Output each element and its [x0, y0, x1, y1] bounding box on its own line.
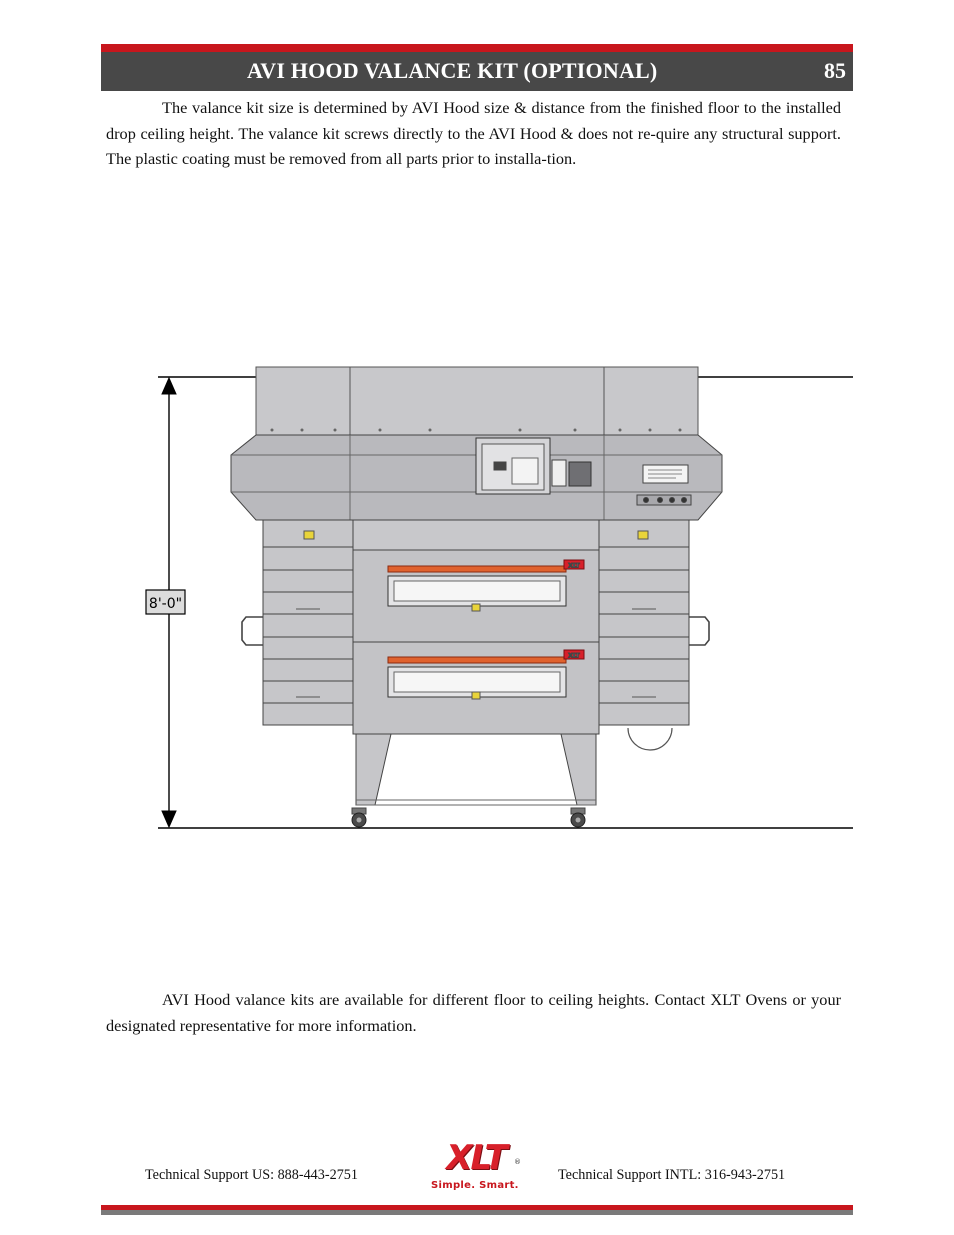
warning-icon: [472, 692, 480, 699]
dimension-arrow-down-icon: [162, 811, 176, 827]
warning-icon: [638, 531, 648, 539]
footer-red-line: [101, 1205, 853, 1210]
warning-icon: [304, 531, 314, 539]
oven-stand: [352, 734, 596, 827]
warning-icon: [472, 604, 480, 611]
page-title: AVI HOOD VALANCE KIT (OPTIONAL): [247, 58, 658, 83]
availability-paragraph: AVI Hood valance kits are available for different floor to ceiling heights. Contact XLT Ovens or your designated representative for more information.: [106, 990, 841, 1035]
oven-stack: [353, 520, 599, 734]
avi-hood: [231, 435, 722, 520]
support-us-phone: Technical Support US: 888-443-2751: [145, 1167, 358, 1183]
page-number: 85: [824, 58, 846, 83]
right-caster-icon: [571, 808, 585, 827]
footer-bar: [101, 1205, 853, 1215]
logo-tagline: Simple. Smart.: [431, 1180, 519, 1191]
valance-panels: [256, 367, 698, 435]
support-intl-phone: Technical Support INTL: 316-943-2751: [558, 1167, 786, 1183]
xlt-logo: XLT: [446, 1138, 506, 1178]
intro-paragraph: The valance kit size is determined by AVI Hood size & distance from the finished floor to the installed drop ceiling height. The valance kit screws directly to the AVI Hood & does not re-quire any structural support. The plastic coating must be removed from all parts prior to installa-tion.: [106, 98, 841, 168]
right-cabinet: [599, 520, 709, 750]
left-handle: [242, 617, 263, 645]
left-cabinet: [242, 520, 353, 725]
dimension-label-box: [146, 590, 185, 614]
oven-top-badge: XLT: [568, 562, 580, 570]
dimension-label: 8'-0": [148, 596, 183, 612]
logo-registered-mark: ®: [514, 1158, 521, 1166]
dimension-arrow-up-icon: [162, 378, 176, 394]
oven-bottom-badge: XLT: [568, 652, 580, 660]
left-caster-icon: [352, 808, 366, 827]
right-handle: [689, 617, 709, 645]
